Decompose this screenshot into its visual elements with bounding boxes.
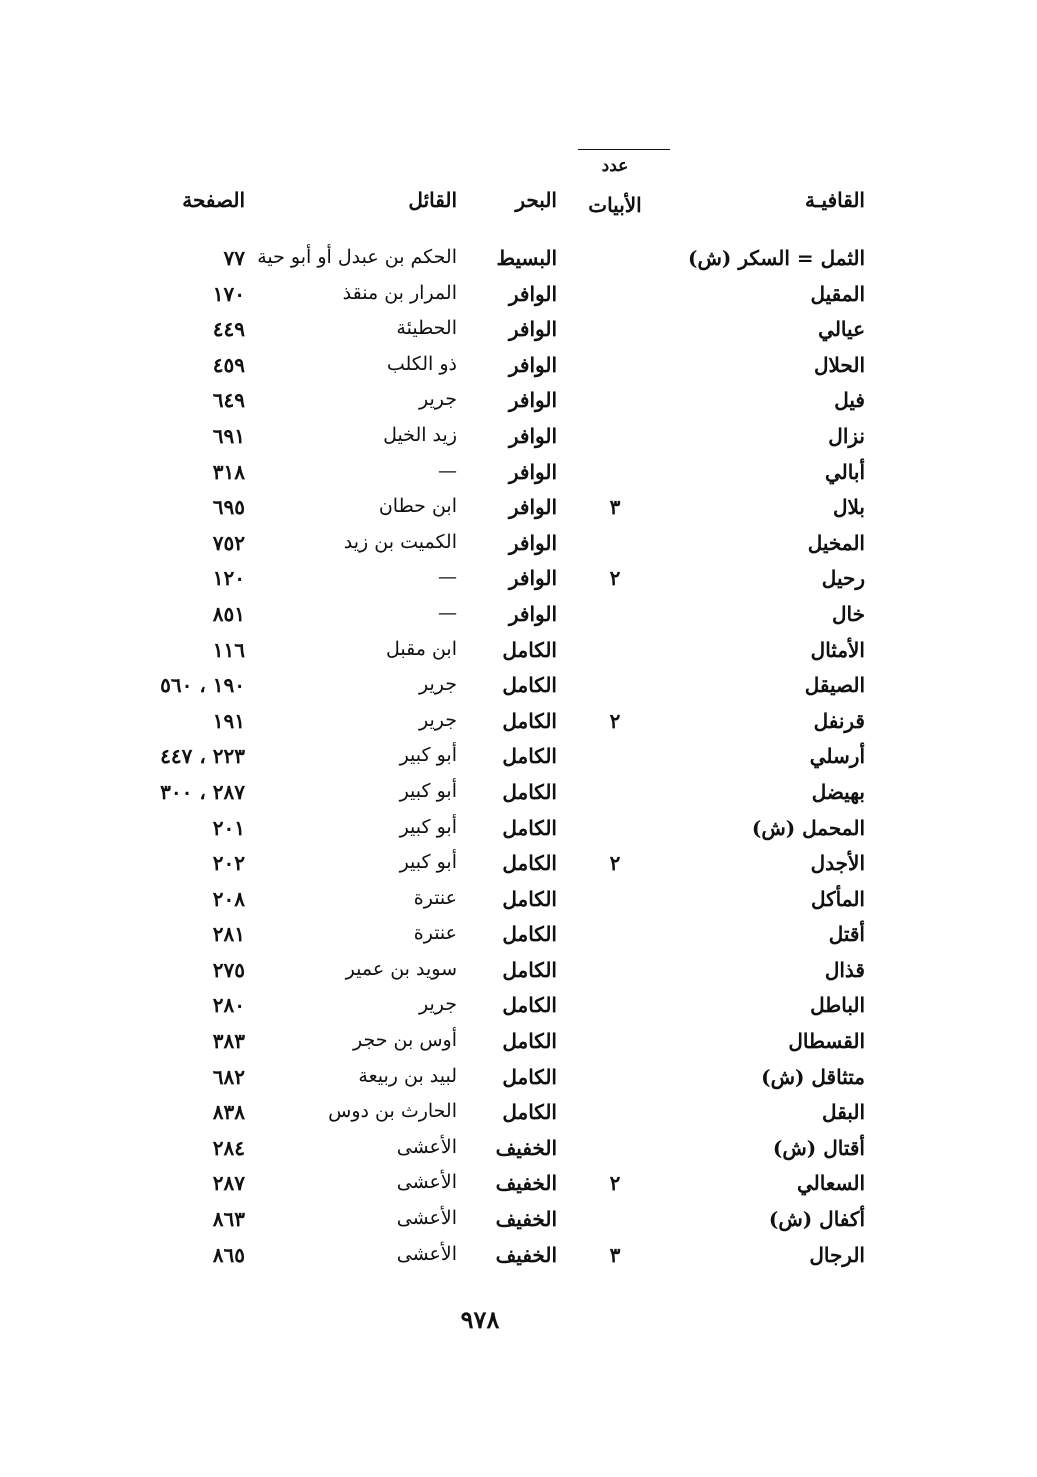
bahr-cell: الكامل — [502, 673, 557, 698]
column-header-count: الأبيات — [588, 193, 642, 217]
table-row — [0, 849, 1037, 885]
bahr-cell: الكامل — [502, 815, 557, 840]
qa2il-cell: جرير — [419, 708, 457, 731]
bahr-cell: الخفيف — [495, 1135, 557, 1160]
bahr-cell: الكامل — [502, 708, 557, 733]
table-row — [0, 386, 1037, 422]
qa2il-cell: الأعشى — [396, 1242, 457, 1265]
bahr-cell: الوافر — [508, 530, 557, 555]
table-row — [0, 600, 1037, 636]
bahr-cell: الكامل — [502, 1100, 557, 1125]
qa2il-cell: المرار بن منقذ — [342, 281, 457, 304]
page-cell: ٦٤٩ — [212, 388, 245, 413]
qa2il-cell: جرير — [419, 673, 457, 696]
page-cell: ١١٦ — [212, 637, 245, 662]
qafiya-cell: قرنفل — [813, 708, 865, 733]
bahr-cell: الكامل — [502, 637, 557, 662]
qa2il-cell: سويد بن عمير — [345, 957, 457, 980]
page-cell: ٢٨٧ ، ٣٠٠ — [160, 779, 245, 804]
qa2il-cell: أبو كبير — [399, 815, 457, 838]
bahr-cell: الوافر — [508, 459, 557, 484]
qa2il-cell: عنترة — [413, 886, 457, 909]
bahr-cell: الكامل — [502, 957, 557, 982]
qafiya-cell: الثمل = السكر (ش) — [688, 246, 865, 270]
qafiya-cell: متثاقل (ش) — [761, 1064, 865, 1089]
table-row — [0, 351, 1037, 387]
column-header-qa2il: القائل — [408, 188, 457, 212]
page-cell: ٦٨٢ — [212, 1064, 245, 1089]
page-cell: ١٧٠ — [212, 281, 245, 306]
qa2il-cell: أبو كبير — [399, 744, 457, 767]
bahr-cell: البسيط — [496, 246, 557, 270]
count-cell: ٣ — [609, 495, 621, 520]
table-row — [0, 1098, 1037, 1134]
bahr-cell: الخفيف — [495, 1171, 557, 1196]
page-cell: ٢٠٨ — [212, 886, 245, 911]
qa2il-cell: أبو كبير — [399, 851, 457, 874]
table-row — [0, 1205, 1037, 1241]
page-cell: ٧٧ — [223, 246, 245, 270]
column-header-qafiya: القافيـة — [804, 188, 865, 212]
qafiya-cell: عيالي — [818, 317, 865, 342]
qa2il-cell: ذو الكلب — [386, 352, 457, 375]
qa2il-cell: الحطيئة — [396, 317, 457, 340]
qafiya-cell: المأكل — [811, 886, 865, 911]
page-cell: ٢٧٥ — [212, 957, 245, 982]
qa2il-cell: أبو كبير — [399, 779, 457, 802]
bahr-cell: الكامل — [502, 744, 557, 769]
qa2il-cell: عنترة — [413, 922, 457, 945]
qafiya-cell: البقل — [822, 1100, 865, 1125]
table-row — [0, 493, 1037, 529]
bahr-cell: الكامل — [502, 993, 557, 1018]
table-row — [0, 814, 1037, 850]
qa2il-cell: الحارث بن دوس — [328, 1100, 457, 1123]
qa2il-cell: الأعشى — [396, 1171, 457, 1194]
table-row — [0, 1134, 1037, 1170]
column-header-page: الصفحة — [182, 188, 245, 212]
page-cell: ٢٠١ — [212, 815, 245, 840]
bahr-cell: الوافر — [508, 317, 557, 342]
index-table — [0, 244, 1037, 1276]
count-header-rule — [578, 149, 670, 150]
table-row — [0, 956, 1037, 992]
page-cell: ٤٥٩ — [212, 352, 245, 377]
qa2il-cell: جرير — [419, 388, 457, 411]
table-row — [0, 1063, 1037, 1099]
table-row — [0, 244, 1037, 280]
qafiya-cell: بهيضل — [811, 779, 865, 804]
qafiya-cell: الرجال — [809, 1242, 865, 1267]
bahr-cell: الكامل — [502, 886, 557, 911]
count-cell: ٣ — [609, 1242, 621, 1267]
table-row — [0, 280, 1037, 316]
table-row — [0, 1241, 1037, 1277]
qafiya-cell: بلال — [832, 495, 865, 520]
qafiya-cell: الصيقل — [804, 673, 865, 698]
qafiya-cell: فيل — [834, 388, 865, 413]
page-cell: ٢٨١ — [212, 922, 245, 947]
page-cell: ٨٥١ — [212, 601, 245, 626]
count-cell: ٢ — [609, 1171, 621, 1196]
count-cell: ٢ — [609, 708, 621, 733]
page-cell: ١٩٠ ، ٥٦٠ — [160, 673, 245, 698]
table-row — [0, 636, 1037, 672]
bahr-cell: الكامل — [502, 1064, 557, 1089]
page-cell: ٨٣٨ — [212, 1100, 245, 1125]
qafiya-cell: خال — [832, 601, 865, 626]
page-cell: ٢٨٤ — [212, 1135, 245, 1160]
qafiya-cell: المخيل — [807, 530, 865, 555]
qafiya-cell: القسطال — [788, 1029, 865, 1054]
bahr-cell: الخفيف — [495, 1242, 557, 1267]
table-row — [0, 885, 1037, 921]
table-row — [0, 1027, 1037, 1063]
table-row — [0, 1169, 1037, 1205]
page-cell: ١٢٠ — [212, 566, 245, 591]
qafiya-cell: السعالي — [797, 1171, 865, 1196]
qafiya-cell: قذال — [824, 957, 865, 982]
bahr-cell: الوافر — [508, 495, 557, 520]
page-cell: ٣٨٣ — [212, 1029, 245, 1054]
bahr-cell: الوافر — [508, 352, 557, 377]
page-cell: ٢٢٣ ، ٤٤٧ — [160, 744, 245, 769]
bahr-cell: الكامل — [502, 1029, 557, 1054]
qafiya-cell: أقتال (ش) — [772, 1135, 865, 1160]
qa2il-cell: الكميت بن زيد — [343, 530, 457, 553]
qa2il-cell: — — [438, 566, 457, 589]
table-row — [0, 564, 1037, 600]
qa2il-cell: ابن مقبل — [386, 637, 457, 660]
qafiya-cell: نزال — [828, 423, 865, 448]
qafiya-cell: أبالي — [825, 459, 865, 484]
table-row — [0, 315, 1037, 351]
page-cell: ٧٥٢ — [212, 530, 245, 555]
table-row — [0, 671, 1037, 707]
bahr-cell: الكامل — [502, 851, 557, 876]
bahr-cell: الوافر — [508, 388, 557, 413]
bahr-cell: الكامل — [502, 922, 557, 947]
page-cell: ٢٠٢ — [212, 851, 245, 876]
page-cell: ٨٦٥ — [212, 1242, 245, 1267]
qafiya-cell: الأجدل — [810, 851, 865, 876]
table-row — [0, 529, 1037, 565]
table-row — [0, 742, 1037, 778]
bahr-cell: الخفيف — [495, 1207, 557, 1232]
qa2il-cell: زيد الخيل — [383, 423, 457, 446]
qa2il-cell: جرير — [419, 993, 457, 1016]
column-header-bahr: البحر — [515, 188, 557, 212]
qa2il-cell: الأعشى — [396, 1135, 457, 1158]
page-cell: ٤٤٩ — [212, 317, 245, 342]
page-cell: ٦٩١ — [212, 423, 245, 448]
qa2il-cell: ابن حطان — [378, 495, 457, 518]
bahr-cell: الوافر — [508, 566, 557, 591]
qafiya-cell: المقيل — [810, 281, 865, 306]
page-cell: ٢٨٧ — [212, 1171, 245, 1196]
count-cell: ٢ — [609, 566, 621, 591]
qa2il-cell: الأعشى — [396, 1207, 457, 1230]
bahr-cell: الوافر — [508, 423, 557, 448]
page-number: ٩٧٨ — [460, 1305, 500, 1334]
count-cell: ٢ — [609, 851, 621, 876]
table-row — [0, 778, 1037, 814]
qa2il-cell: أوس بن حجر — [353, 1029, 457, 1052]
qafiya-cell: أكفال (ش) — [768, 1207, 865, 1232]
column-header-count-top: عدد — [601, 156, 629, 176]
qa2il-cell: — — [438, 601, 457, 624]
qa2il-cell: الحكم بن عبدل أو أبو حية — [257, 246, 457, 268]
qafiya-cell: الباطل — [810, 993, 865, 1018]
bahr-cell: الوافر — [508, 601, 557, 626]
bahr-cell: الكامل — [502, 779, 557, 804]
qafiya-cell: أرسلي — [809, 744, 865, 769]
table-row — [0, 458, 1037, 494]
page-cell: ٦٩٥ — [212, 495, 245, 520]
qafiya-cell: الحلال — [813, 352, 865, 377]
table-row — [0, 920, 1037, 956]
table-row — [0, 422, 1037, 458]
qafiya-cell: رحيل — [821, 566, 865, 591]
page-cell: ٢٨٠ — [212, 993, 245, 1018]
bahr-cell: الوافر — [508, 281, 557, 306]
qafiya-cell: المحمل (ش) — [751, 815, 865, 840]
qafiya-cell: الأمثال — [810, 637, 865, 662]
page-cell: ٨٦٣ — [212, 1207, 245, 1232]
qa2il-cell: لبيد بن ربيعة — [358, 1064, 457, 1087]
page-cell: ٣١٨ — [212, 459, 245, 484]
qafiya-cell: أقتل — [828, 922, 865, 947]
page-cell: ١٩١ — [212, 708, 245, 733]
table-row — [0, 991, 1037, 1027]
table-header — [0, 188, 1037, 220]
table-row — [0, 707, 1037, 743]
qa2il-cell: — — [438, 459, 457, 482]
